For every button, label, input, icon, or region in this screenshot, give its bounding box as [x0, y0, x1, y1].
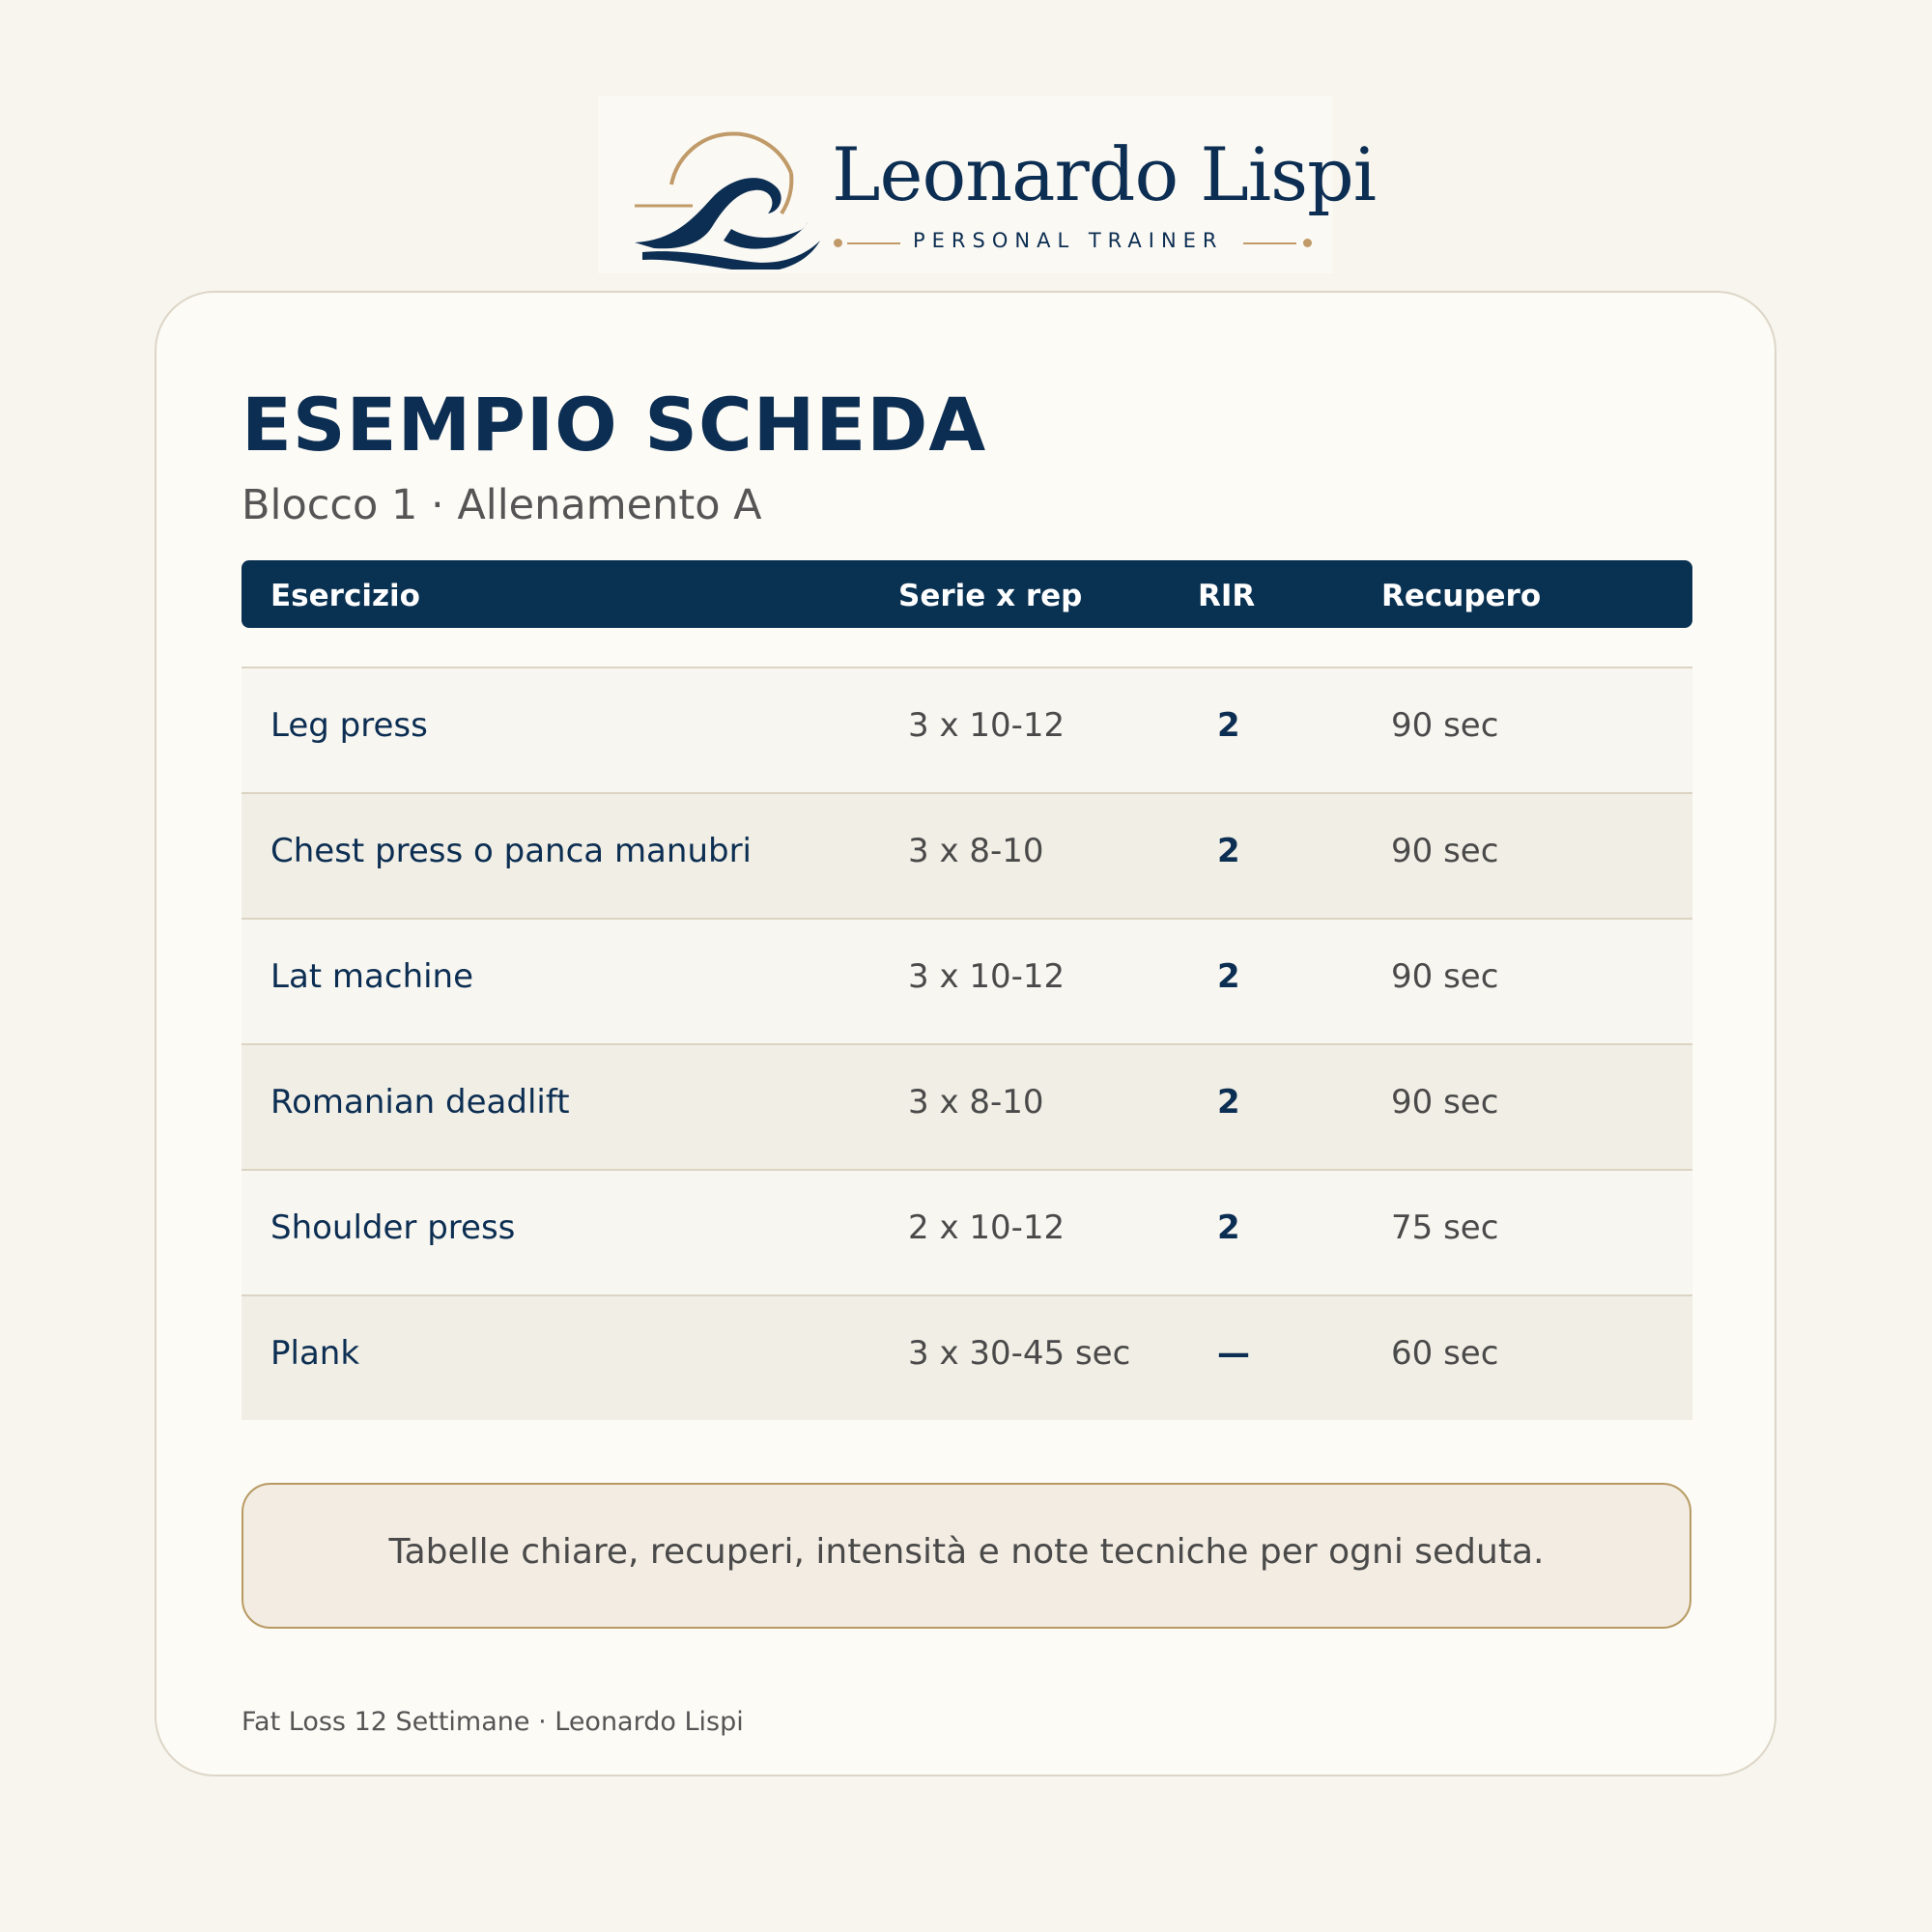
rir-value: 2	[1217, 832, 1240, 870]
rest-time: 60 sec	[1391, 1334, 1499, 1373]
exercise-name: Leg press	[270, 706, 428, 745]
rest-time: 90 sec	[1391, 832, 1499, 870]
info-note	[242, 1483, 1691, 1629]
rest-time: 75 sec	[1391, 1208, 1499, 1247]
divider-line	[1243, 242, 1296, 244]
table-body	[242, 667, 1692, 1420]
sets-reps: 3 x 8-10	[908, 1083, 1044, 1122]
sets-reps: 3 x 10-12	[908, 957, 1065, 996]
column-header-sets-reps: Serie x rep	[898, 579, 1083, 613]
rir-value: 2	[1217, 957, 1240, 996]
table-row	[242, 1169, 1692, 1294]
rest-time: 90 sec	[1391, 1083, 1499, 1122]
brand-logo	[598, 96, 1377, 273]
info-note-text: Tabelle chiare, recuperi, intensità e note tecniche per ogni seduta.	[388, 1532, 1545, 1572]
page-title: ESEMPIO SCHEDA	[242, 382, 987, 468]
table-row	[242, 667, 1692, 792]
sets-reps: 3 x 30-45 sec	[908, 1334, 1131, 1373]
wave-sun-logo-icon	[615, 105, 838, 270]
exercise-name: Plank	[270, 1334, 360, 1373]
table-row	[242, 792, 1692, 918]
page-subtitle: Blocco 1 · Allenamento A	[242, 481, 762, 529]
sets-reps: 3 x 8-10	[908, 832, 1044, 870]
rest-time: 90 sec	[1391, 706, 1499, 745]
sets-reps: 3 x 10-12	[908, 706, 1065, 745]
table-row	[242, 918, 1692, 1043]
brand-name: Leonardo Lispi	[832, 131, 1377, 217]
divider-dot	[834, 239, 842, 247]
divider-line	[847, 242, 900, 244]
exercise-name: Shoulder press	[270, 1208, 516, 1247]
rir-value: 2	[1217, 1208, 1240, 1247]
table-row	[242, 1294, 1692, 1420]
column-header-rest: Recupero	[1381, 579, 1542, 613]
rir-value: 2	[1217, 706, 1240, 745]
rest-time: 90 sec	[1391, 957, 1499, 996]
column-header-exercise: Esercizio	[270, 579, 420, 613]
table-header	[242, 560, 1692, 628]
footer-text: Fat Loss 12 Settimane · Leonardo Lispi	[242, 1707, 744, 1737]
divider-dot	[1303, 239, 1312, 247]
table-row	[242, 1043, 1692, 1169]
column-header-rir: RIR	[1198, 579, 1256, 613]
exercise-name: Romanian deadlift	[270, 1083, 570, 1122]
exercise-name: Lat machine	[270, 957, 474, 996]
brand-tagline: PERSONAL TRAINER	[913, 229, 1224, 252]
rir-value: —	[1217, 1334, 1250, 1373]
rir-value: 2	[1217, 1083, 1240, 1122]
sets-reps: 2 x 10-12	[908, 1208, 1065, 1247]
exercise-name: Chest press o panca manubri	[270, 832, 752, 870]
